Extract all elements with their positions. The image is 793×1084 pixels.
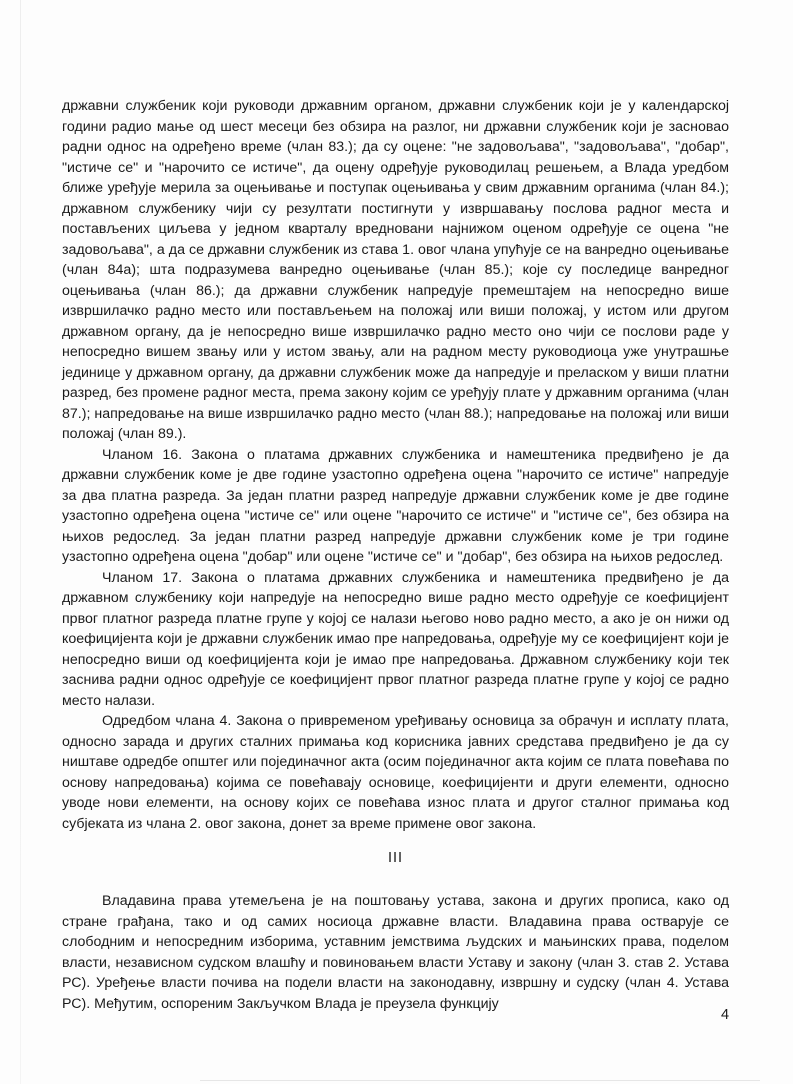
page-number: 4	[721, 1007, 730, 1023]
paragraph-article-16: Чланом 16. Закона о платама државних службеника и намештеника предвиђено је да државни службеник коме је две године узастопно одређена оцена "нарочито се истиче" напредује за два платна разреда. За један платни разред напредује државни службеник коме је две године узастопно одређена оцена "истиче се" или оцене "нарочито се истиче" и "истиче се", без обзира на њихов редослед. За један платни разред напредује државни службеник коме је три године узастопно одређена оцена "добар" или оцене "истиче се" и "добар", без обзира на њихов редослед.	[62, 446, 729, 565]
paragraph-continued: државни службеник који руководи државним органом, државни службеник који је у календарској години радио мање од шест месеци без обзира на разлог, ни државни службеник који је засновао радни однос на одређено време (члан 83.); да су оцене: "не задовољава", "задовољава", "добар", "истиче се" и "нарочито се истиче", да оцену одређује руководилац решењем, а Влада уредбом ближе уређује мерила за оцењивање и поступак оцењивања у свим државним органима (члан 84.); државном службенику чији су резултати постигнути у извршавању послова радног места и постављених циљева у једном кварталу вредновани најнижом оценом одређује се оцена "не задовољава", а да се државни службеник из става 1. овог члана упућује се на ванредно оцењивање (члан 84а); шта подразумева ванредно оцењивање (члан 85.); које су последице ванредног оцењивања (члан 86.); да државни службеник напредује премештајем на непосредно више извршилачко радно место или постављењем на положај или виши положај, у истом или другом државном органу, да је непосредно више извршилачко радно место оно чији се послови раде у непосредно вишем звању или у истом звању, али на радном месту руководиоца уже унутрашње јединице у државном органу, да државни службеник може да напредује и преласком у виши платни разред, без промене радног места, према закону којим се уређују плате у државним органима (члан 87.); напредовање на више извршилачко радно место (члан 88.); напредовање на положај или виши положај (члан 89.).	[62, 98, 729, 442]
scan-edge	[20, 0, 21, 1084]
paragraph-rule-of-law: Владавина права утемељена је на поштовању устава, закона и других прописа, како од стране грађана, тако и од самих носиоца државне власти. Владавина права остварује се слободним и непосредним изборима, уставним јемствима људских и мањинских права, поделом власти, независном судском влашћу и повиновањем власти Уставу и закону (члан 3. став 2. Устава РС). Уређење власти почива на подели власти на законодавну, извршну и судску (члан 4. Устава РС). Међутим, оспореним Закључком Влада је преузела функцију	[62, 893, 729, 1012]
document-body	[62, 96, 729, 1014]
paragraph-article-17: Чланом 17. Закона о платама државних службеника и намештеника предвиђено је да државном службенику који напредује на непосредно више радно место одређује се коефицијент првог платног разреда платне групе у којој се налази његово ново радно место, а ако је он нижи од коефицијента који је државни службеник имао пре напредовања, одређује му се коефицијент који је непосредно виши од коефицијента који је имао пре напредовања. Државном службенику који тек заснива радни однос одређује се коефицијент првог платног разреда платне групе у којој се радно место налази.	[62, 569, 729, 709]
paragraph-article-4: Одредбом члана 4. Закона о привременом уређивању основица за обрачун и исплату плата, односно зарада и других сталних примања код корисника јавних средстава предвиђено је да су ништаве одредбе општег или појединачног акта (осим појединачног акта којим се плата повећава по основу напредовања) којима се повећавају основице, коефицијенти и други елементи, односно уводе нови елементи, на основу којих се повећава износ плата и другог сталног примања код субјеката из члана 2. овог закона, донет за време примене овог закона.	[62, 713, 729, 832]
scan-bottom-edge	[200, 1080, 760, 1081]
section-heading: III	[387, 850, 404, 866]
